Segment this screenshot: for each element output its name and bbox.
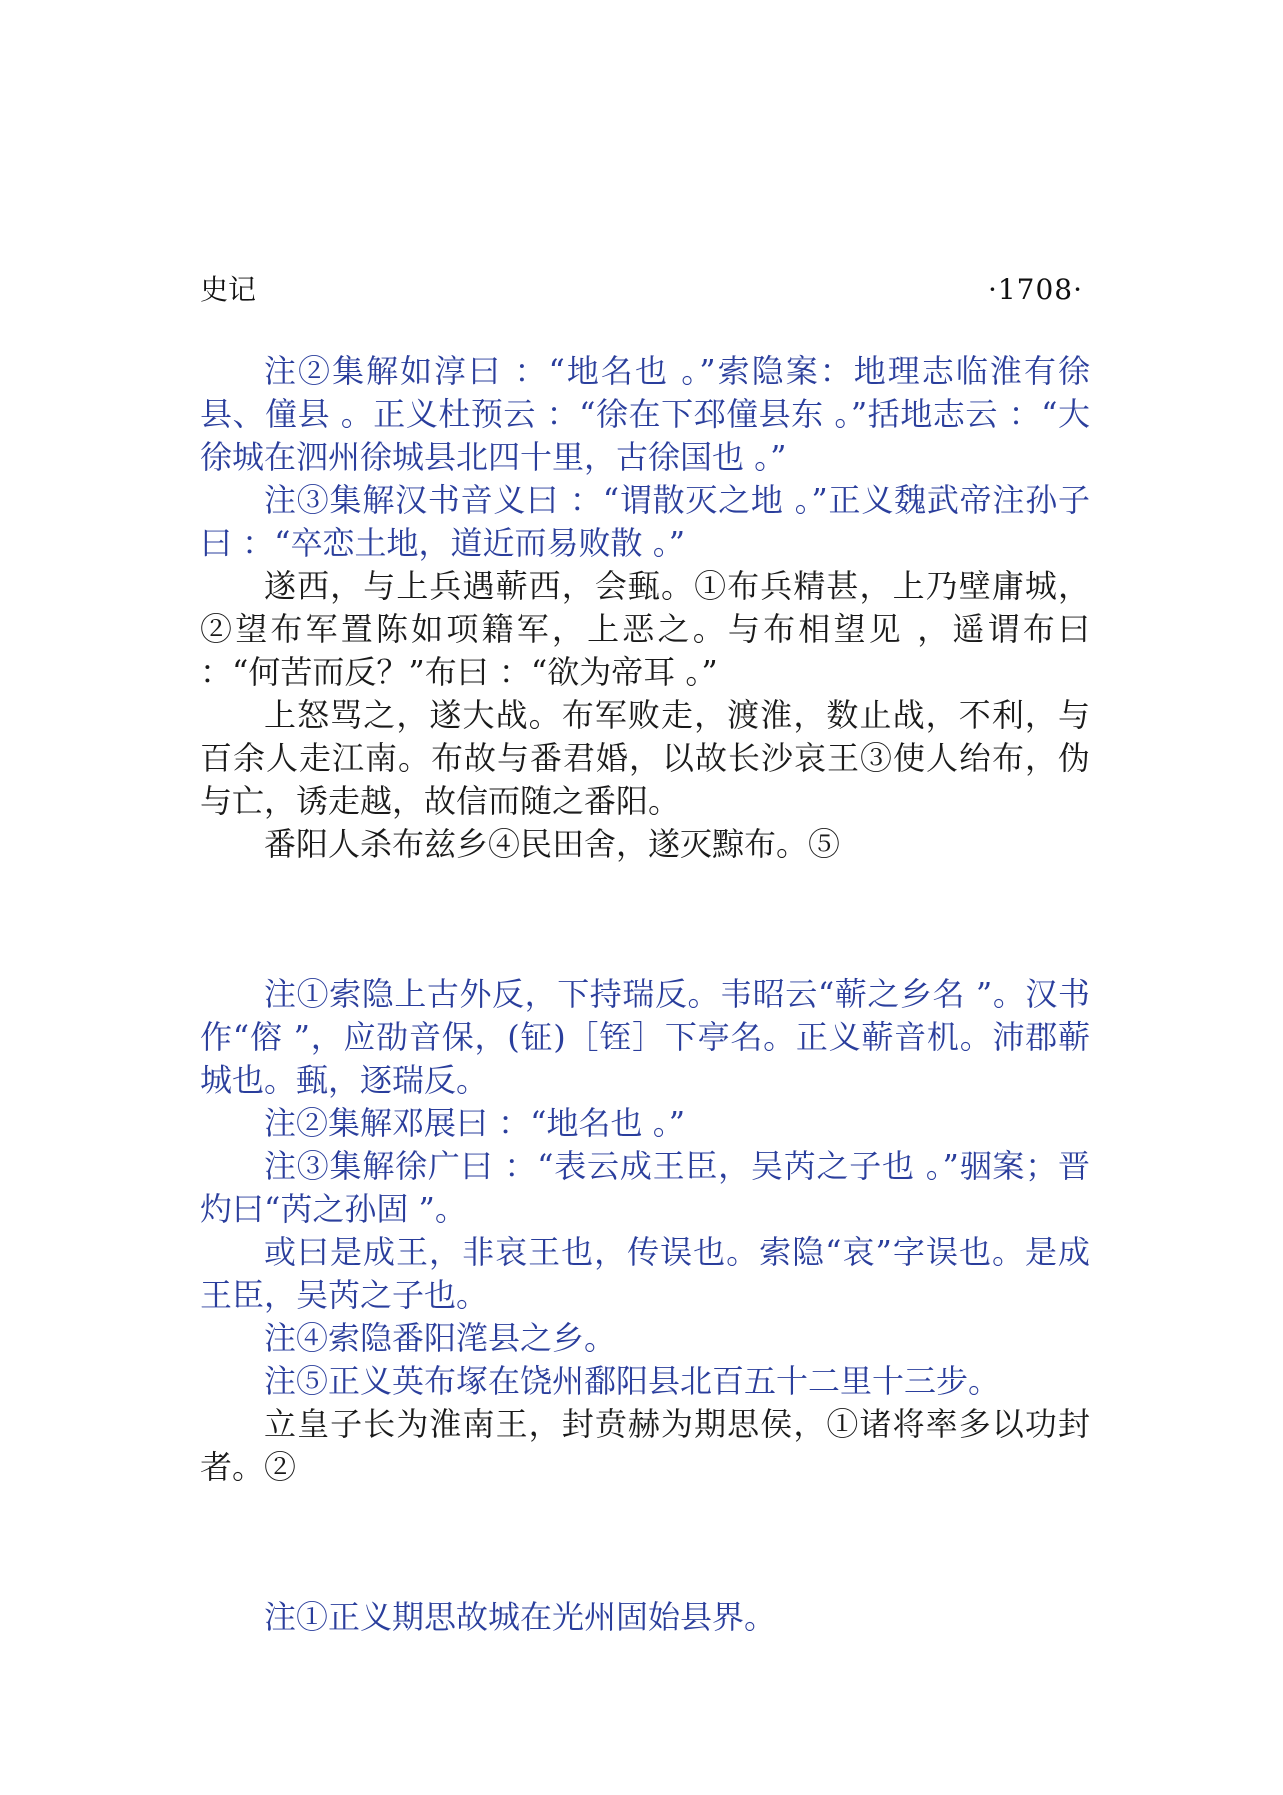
annotation-paragraph: 注①正义期思故城在光州固始县界。 [264, 1598, 777, 1636]
page-body [200, 350, 1090, 1639]
paragraph-gap [200, 898, 1090, 941]
annotation-paragraph: 注③集解汉书音义曰 ：“谓散灭之地 。”正义魏武帝注孙子曰 ：“卒恋土地，道近而易败散 。” [200, 481, 1090, 562]
annotation-paragraph: 注②集解如淳曰 ：“地名也 。”索隐案：地理志临淮有徐县、僮县 。正义杜预云 ：“徐在下邳僮县东 。”括地志云 ：“大徐城在泗州徐城县北四十里，古徐国也 。” [200, 352, 1090, 476]
annotation-paragraph: 注⑤正义英布塚在饶州鄱阳县北百五十二里十三步。 [264, 1362, 1001, 1400]
paragraph-gap [200, 1521, 1090, 1564]
page-number: ·1708· [987, 273, 1083, 306]
body-paragraph: 立皇子长为淮南王，封贲赫为期思侯，①诸将率多以功封者。② [200, 1405, 1090, 1486]
book-title: 史记 [200, 273, 257, 306]
annotation-paragraph: 注④索隐番阳滗县之乡。 [264, 1319, 617, 1357]
annotation-paragraph: 或曰是成王，非哀王也，传误也。索隐“哀”字误也。是成王臣，吴芮之子也。 [200, 1233, 1090, 1314]
body-paragraph: 遂西，与上兵遇蕲西，会甀。①布兵精甚，上乃壁庸城，②望布军置陈如项籍军，上恶之。与布相望见 ，遥谓布曰 ：“何苦而反？”布曰 ：“欲为帝耳 。” [200, 567, 1090, 691]
annotation-paragraph: 注③集解徐广曰 ：“表云成王臣，吴芮之子也 。”骃案；晋灼曰“芮之孙固 ”。 [200, 1147, 1090, 1228]
body-paragraph: 番阳人杀布兹乡④民田舍，遂灭黥布。⑤ [264, 825, 841, 863]
annotation-paragraph: 注②集解邓展曰 ：“地名也 。” [264, 1104, 686, 1142]
annotation-paragraph: 注①索隐上古外反，下持瑞反。韦昭云“蕲之乡名 ”。汉书作“傛 ”，应劭音保，(钲)［铚］下亭名。正义蕲音机。沛郡蕲城也。甀，逐瑞反。 [200, 975, 1090, 1099]
page-header [200, 268, 1083, 308]
body-paragraph: 上怒骂之，遂大战。布军败走，渡淮，数止战，不利，与百余人走江南。布故与番君婚，以故长沙哀王③使人绐布，伪与亡，诱走越，故信而随之番阳。 [200, 696, 1090, 820]
